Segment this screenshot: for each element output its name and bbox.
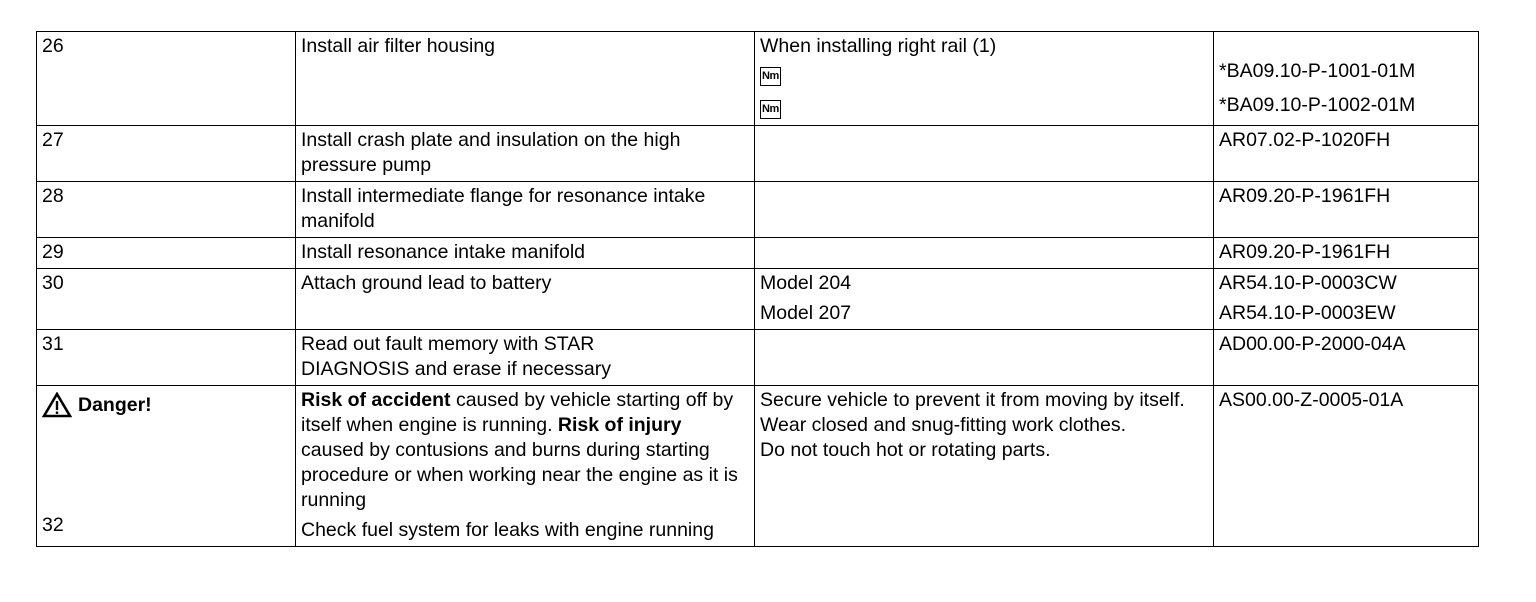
step-number: 32: [42, 514, 64, 536]
table-row-danger-step-32: [37, 386, 1479, 547]
step-number: 31: [37, 330, 296, 386]
step-notes: [755, 182, 1214, 238]
step-notes: [755, 269, 1214, 330]
step-reference: [1214, 386, 1479, 547]
step-reference: [1214, 269, 1479, 330]
step-number: 30: [37, 269, 296, 330]
step-action: Attach ground lead to battery: [296, 269, 755, 330]
danger-measures-cell: [755, 386, 1214, 547]
step-action: Install crash plate and insulation on the high pressure pump: [296, 126, 755, 182]
procedure-table: [36, 31, 1479, 547]
step-action-text: Read out fault memory with STAR DIAGNOSIS and erase if necessary: [301, 333, 611, 380]
step-reference: [1214, 32, 1479, 126]
warning-triangle-icon: [42, 392, 72, 418]
step-notes: [755, 32, 1214, 126]
step-action: [296, 182, 755, 238]
risk-accident-text: caused by vehicle starting off by itself when engine is running.: [301, 389, 734, 436]
torque-nm-icon: Nm: [760, 100, 781, 119]
table-row-step-29: [37, 238, 1479, 269]
step-reference: [1214, 182, 1479, 238]
step-action-text: Install intermediate flange for resonance intake manifold: [301, 185, 706, 232]
table-row-step-30: [37, 269, 1479, 330]
measure-text: Secure vehicle to prevent it from moving by itself.: [760, 389, 1185, 411]
risk-accident-heading: Risk of accident: [301, 389, 451, 411]
reference-link[interactable]: AR09.20-P-1961FH: [1219, 185, 1391, 207]
measure-text: Wear closed and snug-fitting work clothes.: [760, 414, 1126, 436]
step-number: 26: [37, 32, 296, 126]
torque-nm-icon: Nm: [760, 67, 781, 86]
table-row-step-28: [37, 182, 1479, 238]
step-notes: [755, 126, 1214, 182]
step-number: 27: [37, 126, 296, 182]
reference-link[interactable]: AD00.00-P-2000-04A: [1219, 333, 1406, 355]
step-reference: [1214, 126, 1479, 182]
reference-link[interactable]: AR09.20-P-1961FH: [1219, 241, 1391, 263]
danger-label: [42, 392, 290, 418]
step-action: Install air filter housing: [296, 32, 755, 126]
danger-risk-text: [301, 388, 749, 513]
danger-step-cell: [37, 386, 296, 547]
reference-link[interactable]: AS00.00-Z-0005-01A: [1219, 389, 1404, 411]
step-number: 29: [37, 238, 296, 269]
table-row-step-27: [37, 126, 1479, 182]
danger-text: Danger!: [78, 393, 152, 416]
step-number: 28: [37, 182, 296, 238]
reference-link[interactable]: *BA09.10-P-1002-01M: [1219, 94, 1416, 116]
step-action: [296, 330, 755, 386]
note-text: When installing right rail (1): [760, 35, 997, 57]
table-row-step-31: [37, 330, 1479, 386]
measure-text: Do not touch hot or rotating parts.: [760, 439, 1051, 461]
risk-injury-text: caused by contusions and burns during starting procedure or when working near the engine as it is running: [301, 439, 738, 511]
danger-risk-cell: [296, 386, 755, 547]
step-action: Check fuel system for leaks with engine running: [301, 519, 714, 541]
model-note: Model 204: [760, 272, 852, 294]
table-row-step-26: [37, 32, 1479, 126]
risk-injury-heading: Risk of injury: [557, 414, 682, 436]
step-notes: [755, 238, 1214, 269]
reference-link[interactable]: *BA09.10-P-1001-01M: [1219, 60, 1416, 82]
model-note: Model 207: [760, 302, 852, 324]
step-notes: [755, 330, 1214, 386]
step-reference: [1214, 330, 1479, 386]
step-reference: [1214, 238, 1479, 269]
step-action: Install resonance intake manifold: [296, 238, 755, 269]
reference-link[interactable]: AR54.10-P-0003CW: [1219, 272, 1397, 294]
reference-link[interactable]: AR54.10-P-0003EW: [1219, 302, 1396, 324]
reference-link[interactable]: AR07.02-P-1020FH: [1219, 129, 1391, 151]
